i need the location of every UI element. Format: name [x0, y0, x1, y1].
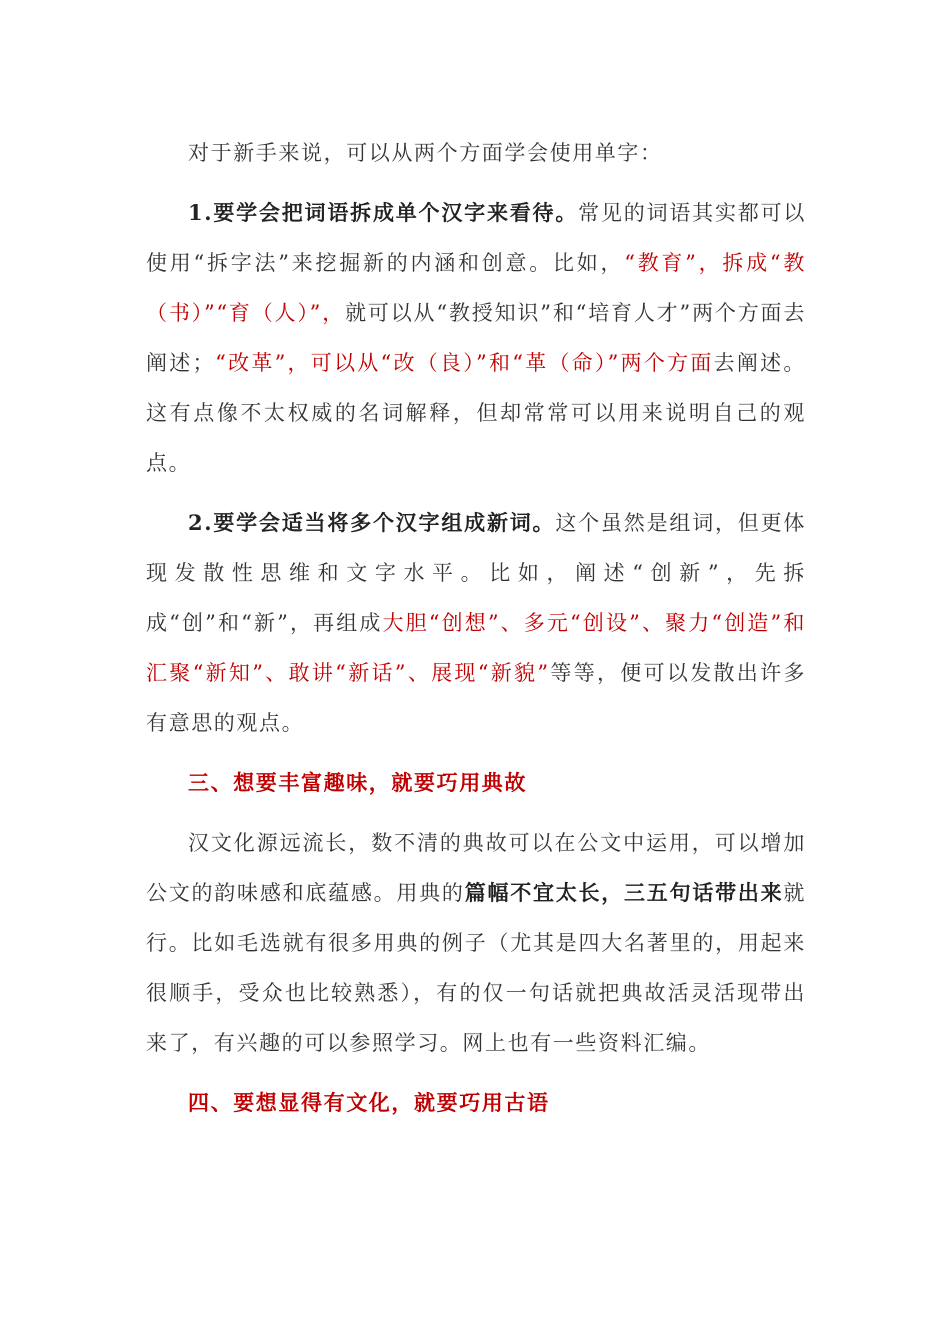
point-1-highlight-1: “教育”，拆成“教（书）”“育（人）”，	[146, 251, 806, 325]
point-2-text-1: 这个虽然是组词，但更体现发散性思维和文字水平。比如，阐述“创新”，先拆成“创”和“新”，再组成	[146, 511, 806, 635]
point-2-lead: 2.要学会适当将多个汉字组成新词。	[188, 510, 556, 535]
point-1-highlight-2: “改革”，可以从“改（良）”和“革（命）”两个方面	[215, 351, 714, 375]
section-3-paragraph	[146, 818, 806, 1068]
section-3-heading: 三、想要丰富趣味，就要巧用典故	[188, 770, 527, 795]
section-3-bold: 篇幅不宜太长，三五句话带出来	[464, 880, 784, 905]
point-1-text-2: 就可以从“教授知识”和“培育人才”两个方面去阐述；	[146, 301, 806, 375]
point-1-text-3: 去阐述。这有点像不太权威的名词解释，但却常常可以用来说明自己的观点。	[146, 351, 806, 475]
section-4-heading: 四、要想显得有文化，就要巧用古语	[188, 1090, 550, 1115]
point-2-paragraph	[146, 498, 806, 748]
document-page	[146, 128, 806, 1138]
point-2-highlight: 大胆“创想”、多元“创设”、聚力“创造”和汇聚“新知”、敢讲“新话”、展现“新貌”	[146, 611, 806, 685]
intro-paragraph: 对于新手来说，可以从两个方面学会使用单字：	[188, 141, 663, 165]
point-1-lead: 1.要学会把词语拆成单个汉字来看待。	[188, 200, 579, 225]
section-3-text-1: 汉文化源远流长，数不清的典故可以在公文中运用，可以增加公文的韵味感和底蕴感。用典的	[146, 831, 806, 905]
point-1-paragraph	[146, 188, 806, 488]
point-2-text-2: 等等，便可以发散出许多有意思的观点。	[146, 661, 806, 735]
section-3-text-2: 就行。比如毛选就有很多用典的例子（尤其是四大名著里的，用起来很顺手，受众也比较熟悉），有的仅一句话就把典故活灵活现带出来了，有兴趣的可以参照学习。网上也有一些资料汇编。	[146, 881, 807, 1055]
point-1-text-1: 常见的词语其实都可以使用“拆字法”来挖掘新的内涵和创意。比如，	[146, 201, 806, 275]
